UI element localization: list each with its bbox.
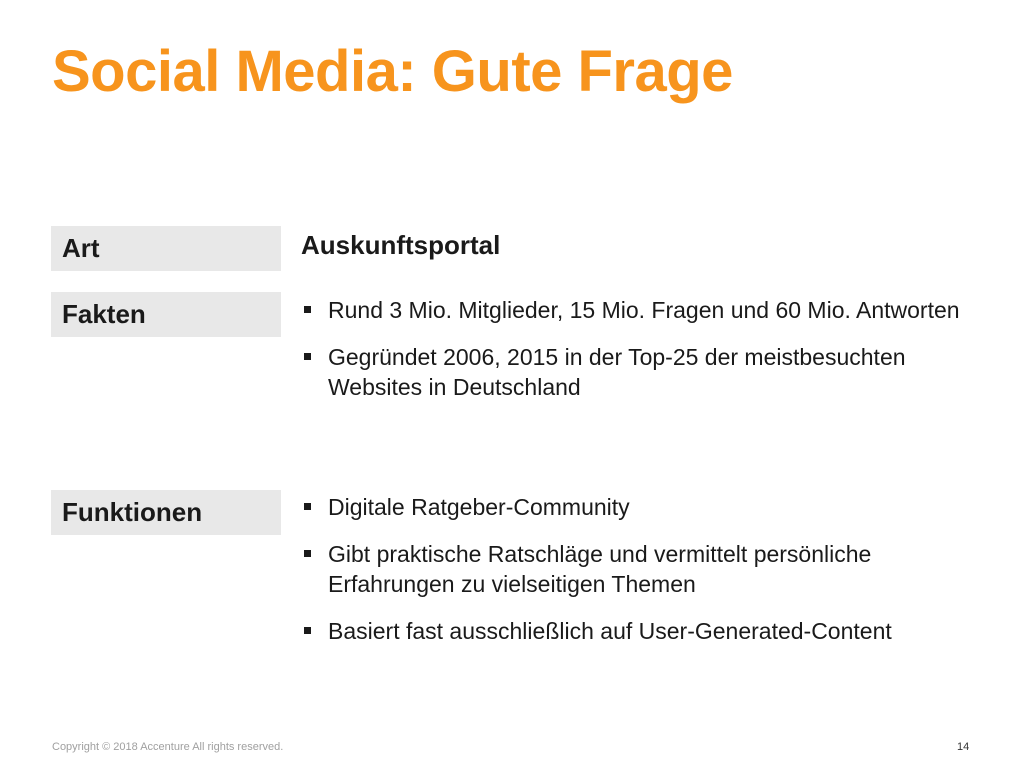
label-fakten <box>51 292 281 337</box>
bullet-text: Gibt praktische Ratschläge und vermittelt persönliche Erfahrungen zu vielseitigen Themen <box>328 541 872 597</box>
label-funktionen-text: Funktionen <box>62 497 203 527</box>
fakten-bullet-list <box>303 295 963 419</box>
square-bullet-icon <box>304 306 311 313</box>
square-bullet-icon <box>304 503 311 510</box>
bullet-text: Digitale Ratgeber-Community <box>328 494 630 520</box>
bullet-item <box>303 539 963 599</box>
funktionen-bullet-list <box>303 492 963 663</box>
label-fakten-text: Fakten <box>62 299 146 329</box>
bullet-item <box>303 492 963 522</box>
square-bullet-icon <box>304 550 311 557</box>
footer-copyright: Copyright © 2018 Accenture All rights reserved. <box>52 741 284 753</box>
square-bullet-icon <box>304 353 311 360</box>
label-funktionen <box>51 490 281 535</box>
bullet-item <box>303 295 963 325</box>
label-art-text: Art <box>62 233 100 263</box>
square-bullet-icon <box>304 627 311 634</box>
label-art <box>51 226 281 271</box>
bullet-item <box>303 342 963 402</box>
bullet-text: Rund 3 Mio. Mitglieder, 15 Mio. Fragen und 60 Mio. Antworten <box>328 297 960 323</box>
bullet-text: Gegründet 2006, 2015 in der Top-25 der meistbesuchten Websites in Deutschland <box>328 344 906 400</box>
bullet-text: Basiert fast ausschließlich auf User-Generated-Content <box>328 618 892 644</box>
bullet-item <box>303 616 963 646</box>
page-number: 14 <box>957 741 970 753</box>
art-value: Auskunftsportal <box>301 230 501 260</box>
slide-title: Social Media: Gute Frage <box>52 39 733 104</box>
